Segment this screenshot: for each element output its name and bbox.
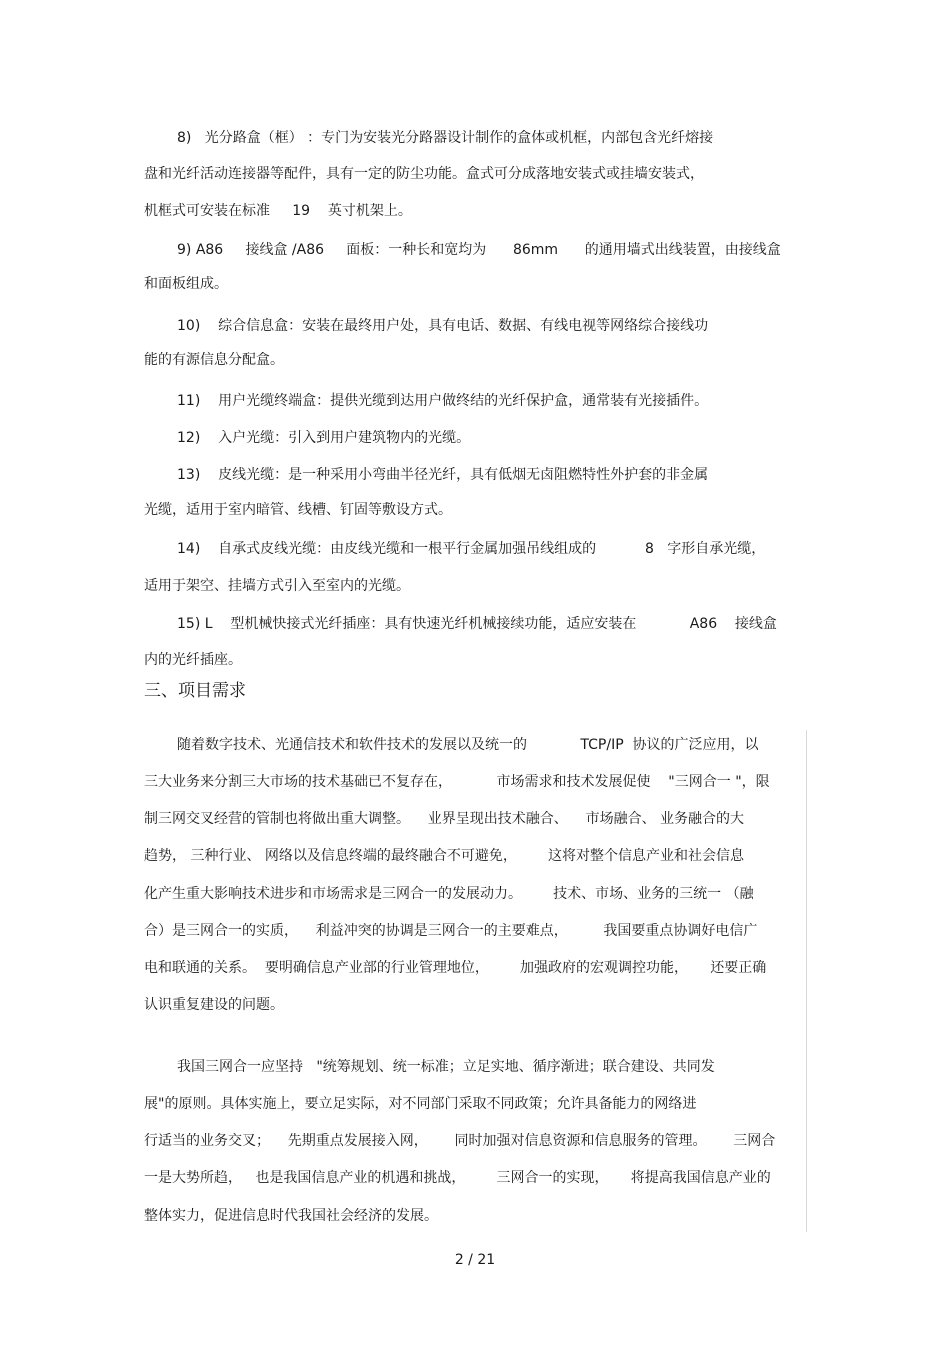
text-line: 13) 皮线光缆：是一种采用小弯曲半径光纤，具有低烟无卤阻燃特性外护套的非金属: [177, 467, 709, 483]
text-line: 内的光纤插座。: [144, 652, 242, 668]
text-line: 和面板组成。: [144, 276, 228, 292]
text-line: 趋势， 三种行业、 网络以及信息终端的最终融合不可避免， 这将对整个信息产业和社会信息: [144, 848, 745, 864]
text-line: 盘和光纤活动连接器等配件，具有一定的防尘功能。盒式可分成落地安装式或挂墙安装式，: [144, 166, 704, 182]
text-line: 适用于架空、挂墙方式引入至室内的光缆。: [144, 578, 410, 594]
text-line: 随着数字技术、光通信技术和软件技术的发展以及统一的 TCP/IP 协议的广泛应用，以: [177, 737, 759, 753]
text-line: 电和联通的关系。 要明确信息产业部的行业管理地位， 加强政府的宏观调控功能， 还要正确: [144, 960, 767, 976]
text-line: 制三网交叉经营的管制也将做出重大调整。 业界呈现出技术融合、 市场融合、 业务融合的大: [144, 811, 745, 827]
paragraph-border: [806, 730, 807, 1020]
text-line: 合）是三网合一的实质， 利益冲突的协调是三网合一的主要难点， 我国要重点协调好电信广: [144, 923, 758, 939]
text-line: 11) 用户光缆终端盒：提供光缆到达用户做终结的光纤保护盒，通常装有光接插件。: [177, 393, 709, 409]
text-line: 整体实力，促进信息时代我国社会经济的发展。: [144, 1208, 438, 1224]
section-heading: 三、项目需求: [144, 681, 246, 701]
text-line: 9) A86 接线盒 /A86 面板：一种长和宽均为 86mm 的通用墙式出线装置，由接线盒: [177, 242, 781, 258]
text-line: 14) 自承式皮线光缆：由皮线光缆和一根平行金属加强吊线组成的 8 字形自承光缆，: [177, 541, 766, 557]
text-line: 我国三网合一应坚持 "统筹规划、统一标准；立足实地、循序渐进；联合建设、共同发: [177, 1059, 715, 1075]
text-line: 行适当的业务交叉； 先期重点发展接入网， 同时加强对信息资源和信息服务的管理。 三网合: [144, 1133, 776, 1149]
text-line: 8) 光分路盒（框） ：专门为安装光分路器设计制作的盒体或机框，内部包含光纤熔接: [177, 130, 714, 146]
text-line: 化产生重大影响技术进步和市场需求是三网合一的发展动力。 技术、市场、业务的三统一 （融: [144, 886, 754, 902]
text-line: 15) L 型机械快接式光纤插座：具有快速光纤机械接续功能，适应安装在 A86 接线盒: [177, 616, 777, 632]
text-line: 认识重复建设的问题。: [144, 997, 284, 1013]
text-line: 能的有源信息分配盒。: [144, 352, 284, 368]
text-line: 三大业务来分割三大市场的技术基础已不复存在， 市场需求和技术发展促使 "三网合一 "，限: [144, 774, 770, 790]
page-number: 2 / 21: [454, 1252, 496, 1268]
text-line: 展"的原则。具体实施上，要立足实际，对不同部门采取不同政策；允许具备能力的网络进: [144, 1096, 697, 1112]
text-line: 光缆，适用于室内暗管、线槽、钉固等敷设方式。: [144, 502, 452, 518]
paragraph-border: [806, 1020, 807, 1232]
text-line: 机框式可安装在标准 19 英寸机架上。: [144, 203, 412, 219]
text-line: 10) 综合信息盒：安装在最终用户处，具有电话、数据、有线电视等网络综合接线功: [177, 318, 709, 334]
text-line: 12) 入户光缆：引入到用户建筑物内的光缆。: [177, 430, 471, 446]
text-line: 一是大势所趋， 也是我国信息产业的机遇和挑战， 三网合一的实现， 将提高我国信息产业的: [144, 1170, 771, 1186]
